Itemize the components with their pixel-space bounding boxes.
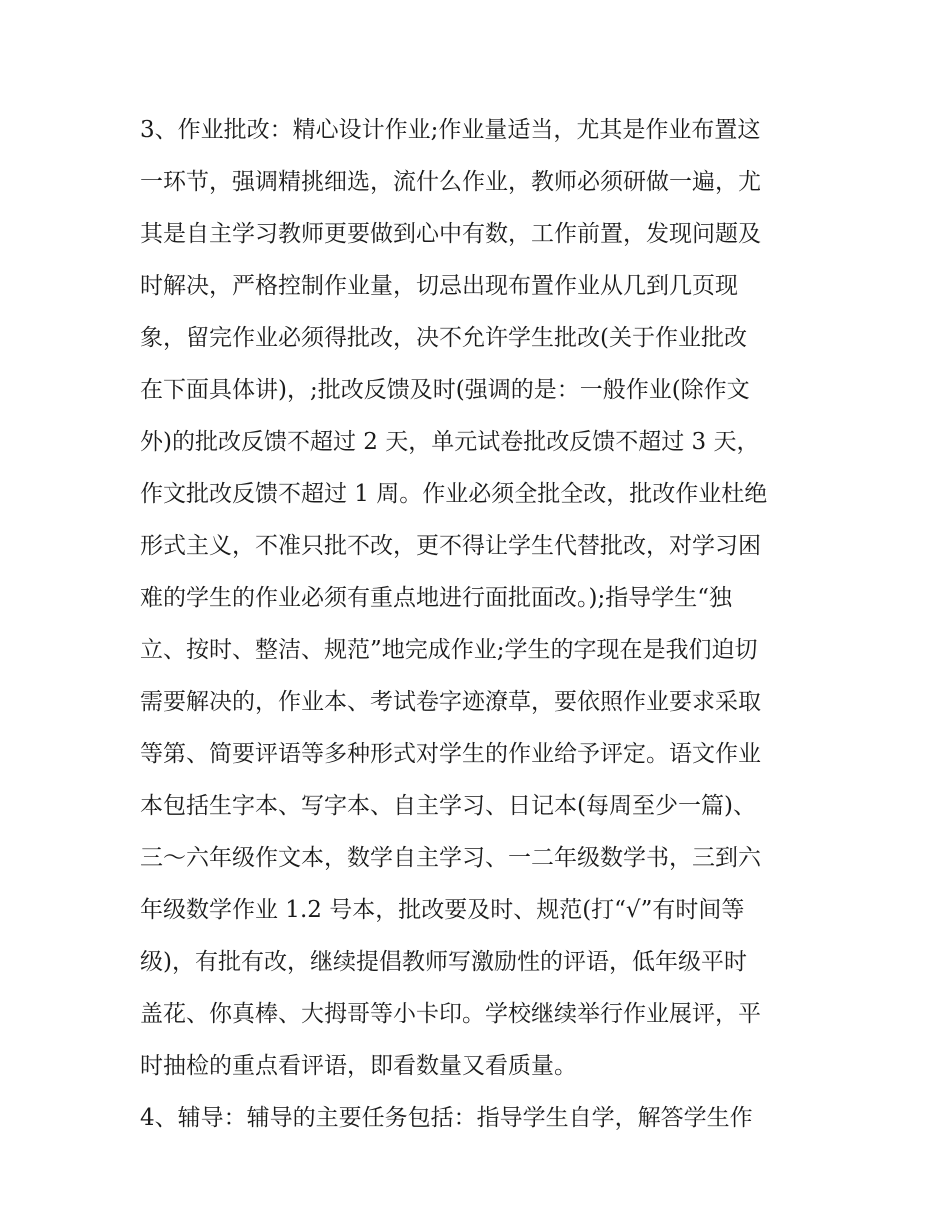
- text-line: 时抽检的重点看评语，即看数量又看质量。: [140, 1053, 577, 1079]
- text-line: 4、辅导：辅导的主要任务包括：指导学生自学，解答学生作: [140, 1105, 753, 1131]
- text-line: 形式主义，不准只批不改，更不得让学生代替批改，对学习困: [140, 533, 761, 559]
- text-line: 需要解决的，作业本、考试卷字迹潦草，要依照作业要求采取: [140, 689, 761, 715]
- text-line: 其是自主学习教师更要做到心中有数，工作前置，发现问题及: [140, 221, 761, 247]
- text-line: 等第、简要评语等多种形式对学生的作业给予评定。语文作业: [140, 741, 761, 767]
- text-line: 外)的批改反馈不超过 2 天，单元试卷批改反馈不超过 3 天，: [140, 429, 760, 455]
- text-line: 象，留完作业必须得批改，决不允许学生批改(关于作业批改: [140, 325, 747, 351]
- document-body: [140, 104, 820, 1144]
- text-line: 立、按时、整洁、规范”地完成作业;学生的字现在是我们迫切: [140, 637, 758, 663]
- text-line: 级)，有批有改，继续提倡教师写激励性的评语，低年级平时: [140, 949, 747, 975]
- text-line: 时解决，严格控制作业量，切忌出现布置作业从几到几页现: [140, 273, 738, 299]
- text-line: 3、作业批改：精心设计作业;作业量适当，尤其是作业布置这: [140, 117, 761, 143]
- text-line: 在下面具体讲)，;批改反馈及时(强调的是：一般作业(除作文: [140, 377, 750, 403]
- text-line: 作文批改反馈不超过 1 周。作业必须全批全改，批改作业杜绝: [140, 481, 768, 507]
- text-line: 年级数学作业 1.2 号本，批改要及时、规范(打“√”有时间等: [140, 897, 745, 923]
- text-line: 一环节，强调精挑细选，流什么作业，教师必须研做一遍，尤: [140, 169, 761, 195]
- text-line: 三～六年级作文本，数学自主学习、一二年级数学书，三到六: [140, 845, 761, 871]
- text-line: 盖花、你真棒、大拇哥等小卡印。学校继续举行作业展评，平: [140, 1001, 761, 1027]
- text-line: 本包括生字本、写字本、自主学习、日记本(每周至少一篇)、: [140, 793, 756, 819]
- text-line: 难的学生的作业必须有重点地进行面批面改。);指导学生“独: [140, 585, 732, 611]
